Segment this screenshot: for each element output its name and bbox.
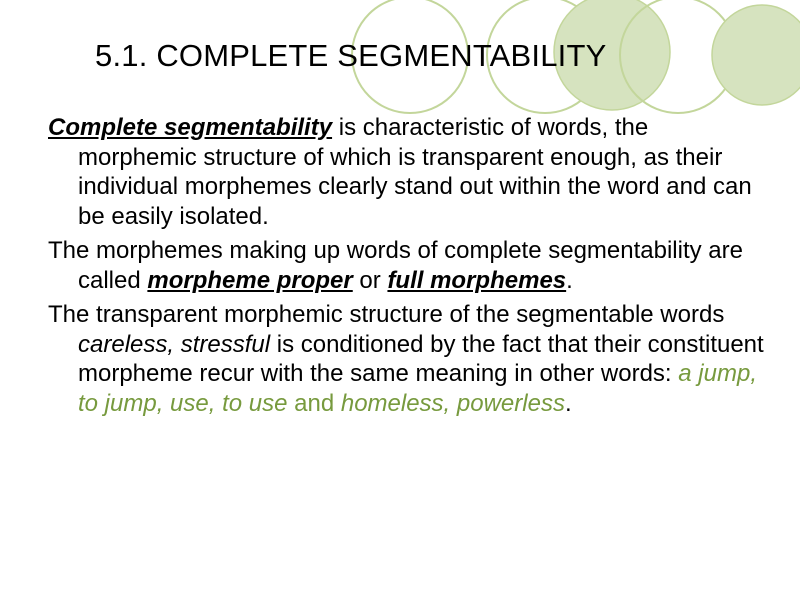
- paragraph-transparent-structure: [48, 300, 768, 418]
- term-full-morphemes: full morphemes: [387, 266, 567, 294]
- paragraph-1-text: is characteristic of words, the morphemic structure of which is transparent enough, as their individual morphemes clearly stand out within the word and can be easily isolated.: [78, 114, 752, 230]
- paragraph-2-end: .: [566, 266, 573, 294]
- paragraph-3-and: and: [287, 389, 341, 417]
- term-complete-segmentability: Complete segmentability: [48, 114, 333, 141]
- slide-body: [48, 113, 768, 423]
- paragraph-2-mid: or: [352, 266, 388, 294]
- example-careless-stressful: careless, stressful: [78, 330, 271, 358]
- example-jump-use: a jump, to jump, use, to use: [78, 360, 757, 417]
- paragraph-3-end: .: [564, 389, 572, 417]
- paragraph-3-lead: The transparent morphemic structure of the segmentable words: [48, 301, 725, 328]
- paragraph-3-mid: is conditioned by the fact that their constituent morpheme recur with the same meaning in other words:: [78, 330, 764, 387]
- slide-title: 5.1. COMPLETE SEGMENTABILITY: [95, 38, 607, 73]
- example-homeless-powerless: homeless, powerless: [340, 389, 565, 417]
- term-morpheme-proper: morpheme proper: [147, 266, 353, 294]
- paragraph-complete-segmentability: [48, 113, 768, 231]
- paragraph-2-lead: The morphemes making up words of complete segmentability are called: [48, 237, 743, 294]
- paragraph-morpheme-proper: [48, 236, 768, 295]
